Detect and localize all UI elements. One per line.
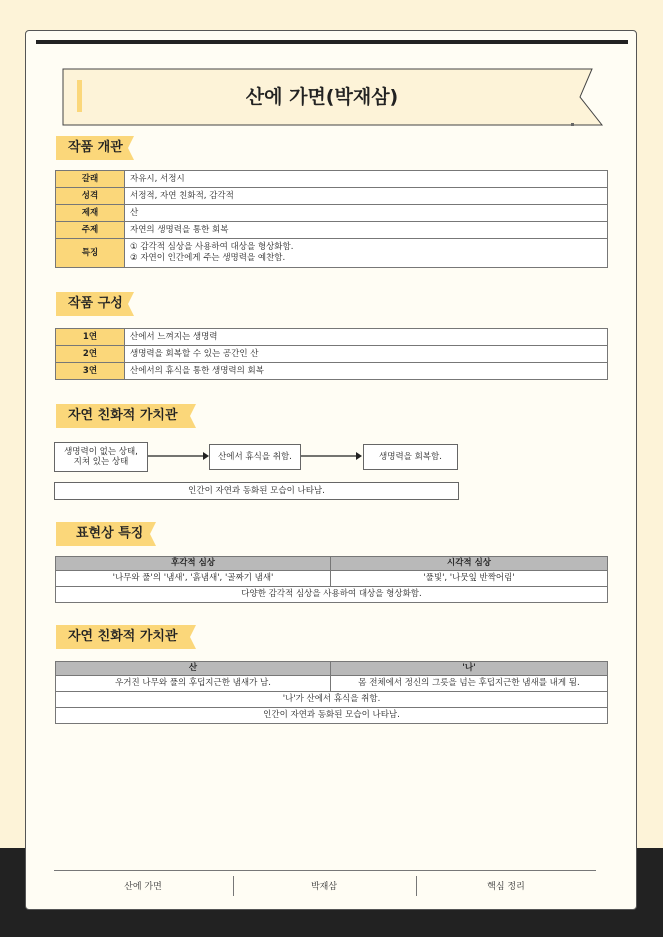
footer-author: 박재삼 xyxy=(310,882,338,892)
footer-work-title: 산에 가면 xyxy=(124,882,162,892)
section-title: 자연 친화적 가치관 xyxy=(68,408,178,423)
column-header: 산 xyxy=(56,662,331,676)
footer-rule xyxy=(54,870,596,871)
table-summary-cell: 다양한 감각적 심상을 사용하여 대상을 형상화함. xyxy=(56,587,608,603)
row-label: 성격 xyxy=(56,188,125,205)
expression-table xyxy=(55,556,608,603)
footer-divider xyxy=(416,876,417,896)
table-row xyxy=(56,188,608,205)
row-value: 서정적, 자연 친화적, 감각적 xyxy=(125,188,608,205)
table-summary-cell: '나'가 산에서 휴식을 취함. xyxy=(56,692,608,708)
row-value: 자연의 생명력을 통한 회복 xyxy=(125,222,608,239)
table-row xyxy=(56,239,608,268)
overview-table xyxy=(55,170,608,268)
row-value: 산에서 느껴지는 생명력 xyxy=(125,329,608,346)
top-rule xyxy=(36,40,628,44)
table-row xyxy=(56,708,608,724)
row-label: 2연 xyxy=(56,346,125,363)
flow-arrow-2 xyxy=(301,451,363,461)
row-label: 제재 xyxy=(56,205,125,222)
row-value: 생명력을 회복할 수 있는 공간인 산 xyxy=(125,346,608,363)
section-title: 작품 구성 xyxy=(68,296,123,311)
row-value xyxy=(125,239,608,268)
table-header-row xyxy=(56,662,608,676)
table-row xyxy=(56,329,608,346)
footer-section-label: 핵심 정리 xyxy=(487,882,525,892)
table-cell: '나무와 풀'의 '냄새', '흙냄새', '골짜기 냄새' xyxy=(56,571,331,587)
table-header-row xyxy=(56,557,608,571)
table-row xyxy=(56,692,608,708)
table-row xyxy=(56,571,608,587)
flow-summary: 인간이 자연과 동화된 모습이 나타남. xyxy=(54,482,459,500)
column-header: '나' xyxy=(331,662,608,676)
footer-divider xyxy=(233,876,234,896)
flow-step-2: 산에서 휴식을 취함. xyxy=(209,444,301,470)
row-label: 주제 xyxy=(56,222,125,239)
table-row xyxy=(56,171,608,188)
table-row xyxy=(56,222,608,239)
table-row xyxy=(56,346,608,363)
row-label: 특징 xyxy=(56,239,125,268)
row-value: 산에서의 휴식을 통한 생명력의 회복 xyxy=(125,363,608,380)
table-row xyxy=(56,363,608,380)
section-heading-nature-view-1 xyxy=(56,404,178,428)
table-cell: '풀빛', '나뭇잎 반짝어림' xyxy=(331,571,608,587)
row-value: 산 xyxy=(125,205,608,222)
row-value: 자유시, 서정시 xyxy=(125,171,608,188)
table-row xyxy=(56,205,608,222)
table-cell: 몸 전체에서 정신의 그릇을 넘는 후덥지근한 냄새를 내게 됨. xyxy=(331,676,608,692)
section-heading-nature-view-2 xyxy=(56,625,178,649)
table-cell: 우거진 나무와 풀의 후덥지근한 냄새가 남. xyxy=(56,676,331,692)
nature-table xyxy=(55,661,608,724)
section-heading-overview xyxy=(56,136,123,160)
flow-step-3: 생명력을 회복함. xyxy=(363,444,458,470)
worksheet-page xyxy=(25,30,637,910)
row-label: 1연 xyxy=(56,329,125,346)
structure-table xyxy=(55,328,608,380)
row-label: 3연 xyxy=(56,363,125,380)
section-title: 표현상 특징 xyxy=(76,526,144,541)
feature-line-1: ① 감각적 심상을 사용하여 대상을 형상화함. xyxy=(130,242,294,253)
banner-dot xyxy=(571,123,574,126)
flow-step-1-line-2: 지쳐 있는 상태 xyxy=(73,457,129,467)
flow-arrow-1 xyxy=(148,451,210,461)
table-summary-cell: 인간이 자연과 동화된 모습이 나타남. xyxy=(56,708,608,724)
column-header: 후각적 심상 xyxy=(56,557,331,571)
section-heading-structure xyxy=(56,292,123,316)
page-title: 산에 가면(박재삼) xyxy=(245,86,399,108)
table-row xyxy=(56,676,608,692)
flow-step-1-line-1: 생명력이 없는 상태, xyxy=(64,446,138,457)
flow-step-1 xyxy=(54,442,148,472)
section-heading-expression xyxy=(56,522,143,546)
row-label: 갈래 xyxy=(56,171,125,188)
section-title: 자연 친화적 가치관 xyxy=(68,629,178,644)
title-banner xyxy=(62,68,604,126)
section-title: 작품 개관 xyxy=(68,140,123,155)
column-header: 시각적 심상 xyxy=(331,557,608,571)
table-row xyxy=(56,587,608,603)
feature-line-2: ② 자연이 인간에게 주는 생명력을 예찬함. xyxy=(130,253,286,263)
